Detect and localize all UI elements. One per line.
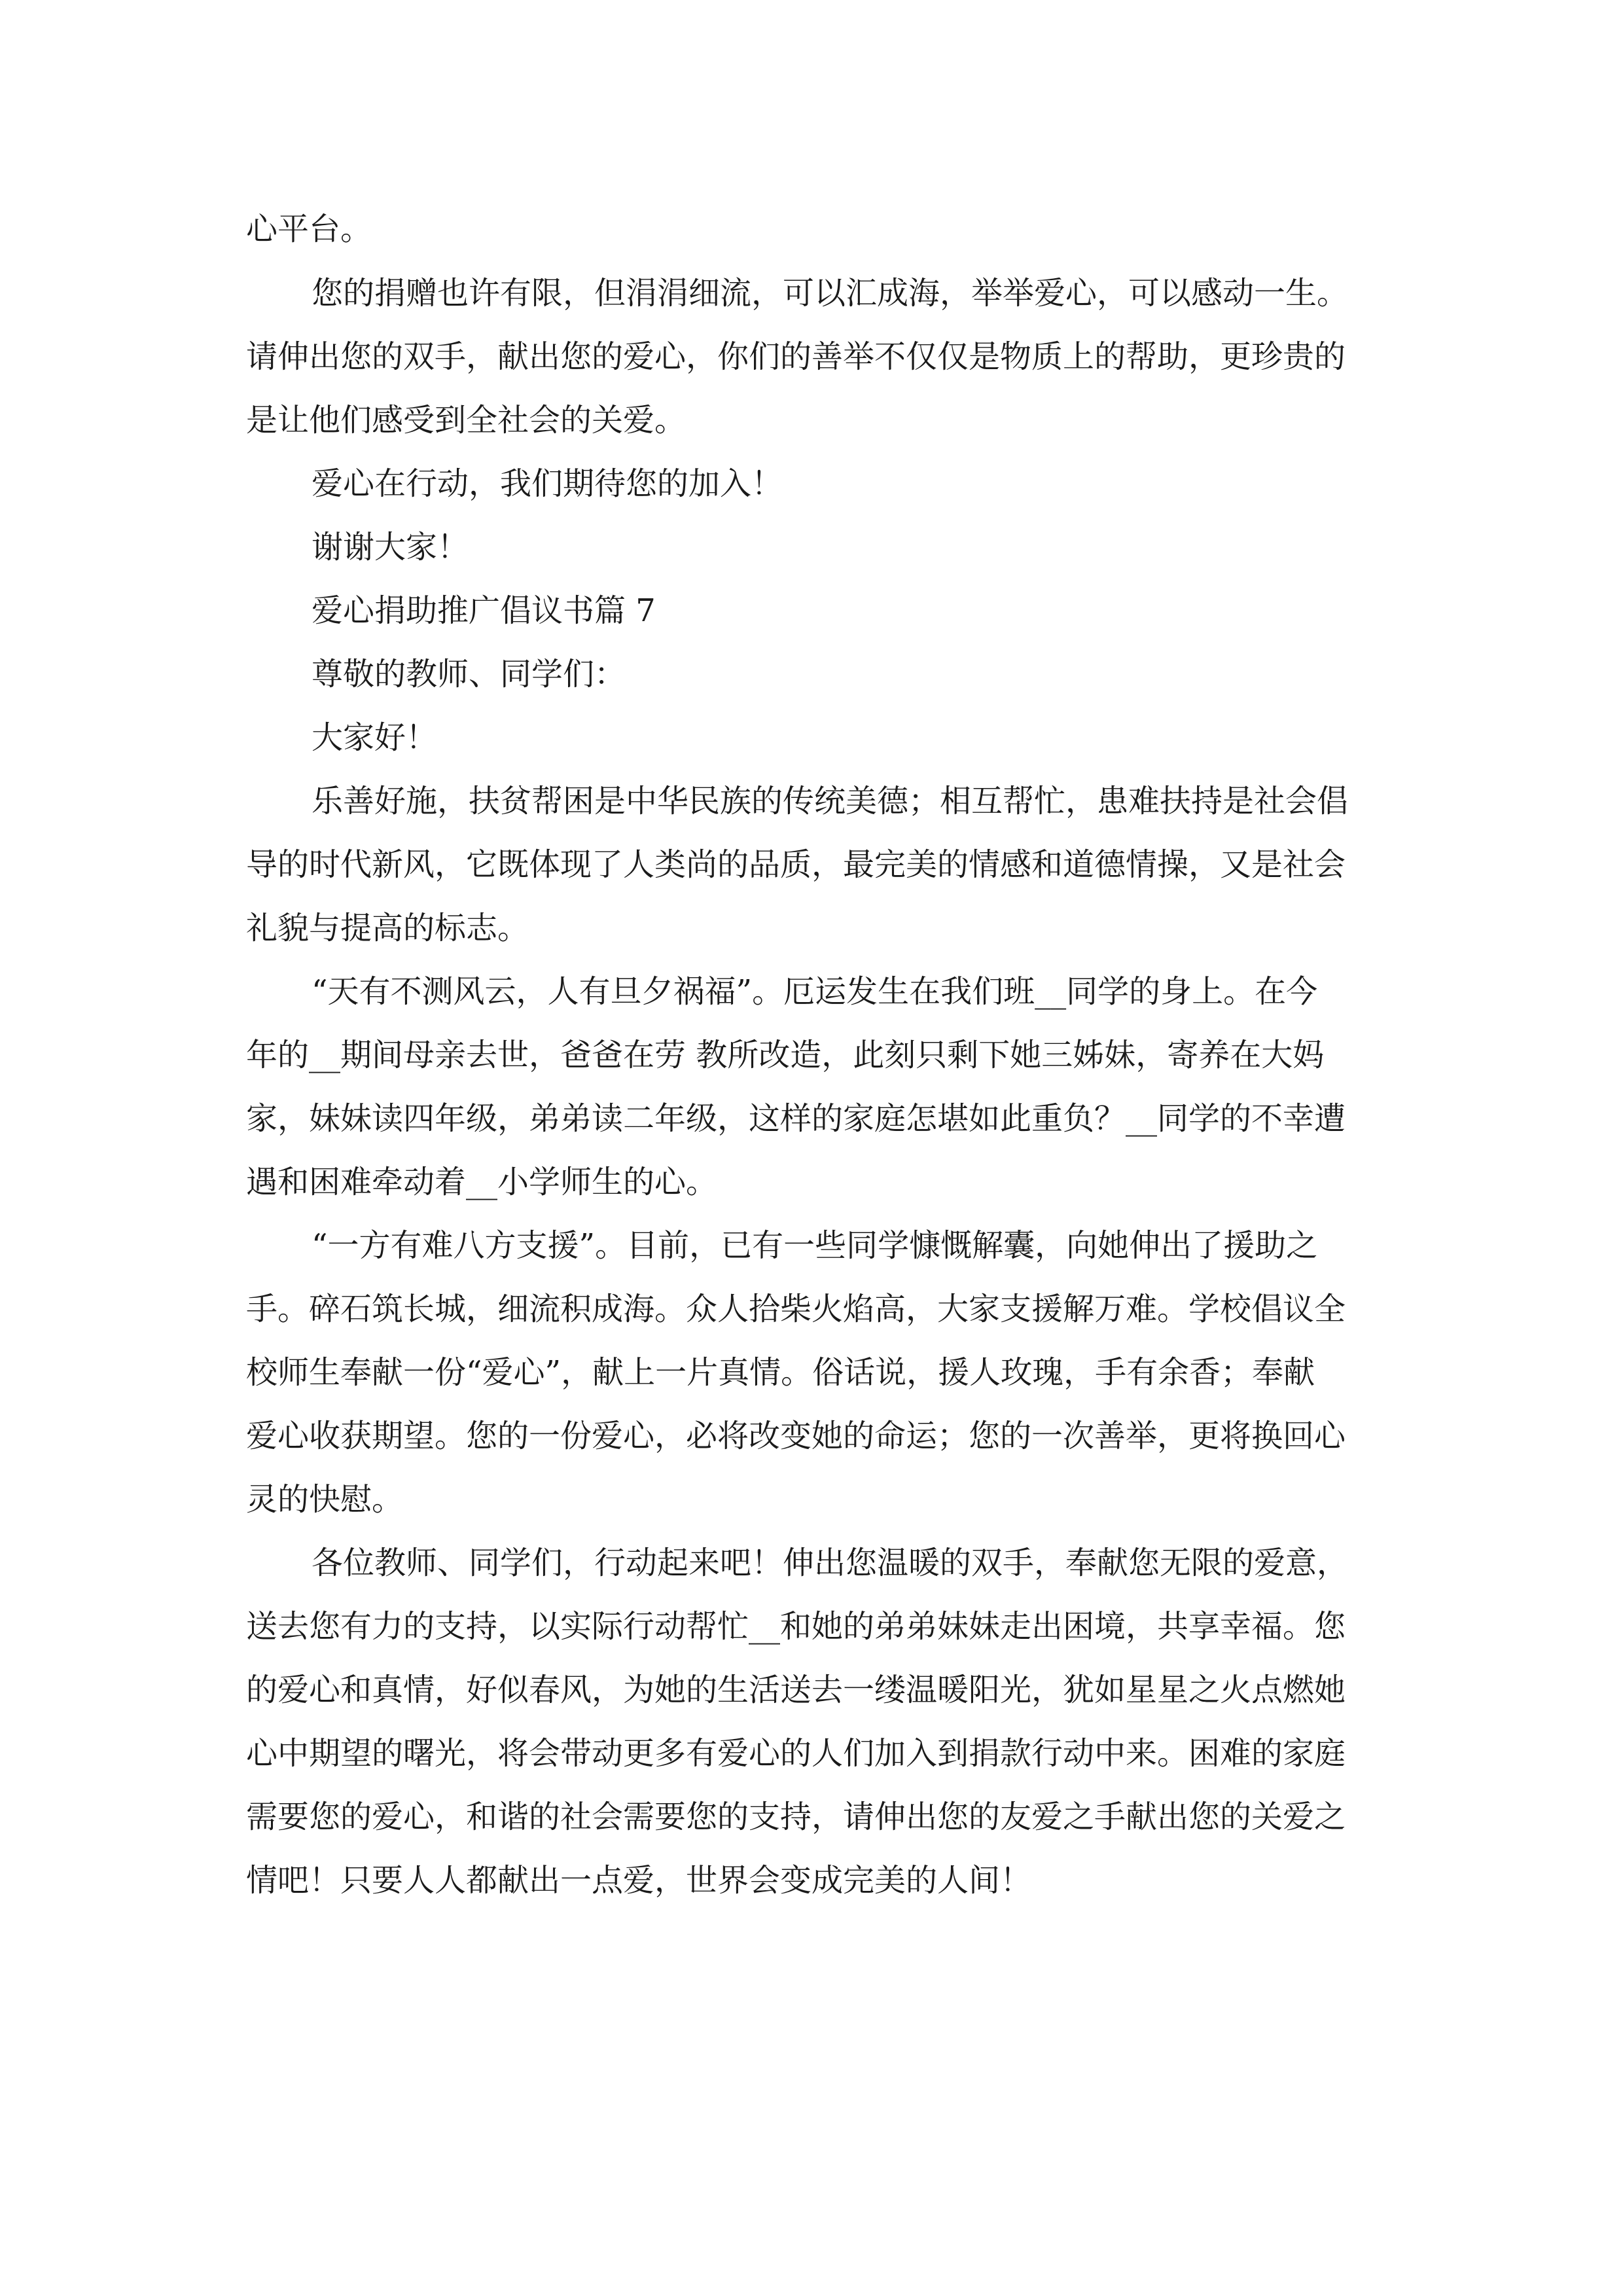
text-line: 心平台。 bbox=[246, 211, 372, 247]
text-line: 您的捐赠也许有限，但涓涓细流，可以汇成海，举举爱心，可以感动一生。 bbox=[312, 275, 1349, 312]
text-line: 爱心在行动，我们期待您的加入！ bbox=[312, 465, 783, 502]
greeting: 大家好！ bbox=[312, 719, 438, 756]
text-line: 年的__期间母亲去世，爸爸在劳 教所改造，此刻只剩下她三姊妹，寄养在大妈 bbox=[246, 1037, 1325, 1073]
text-line: 家，妹妹读四年级，弟弟读二年级，这样的家庭怎堪如此重负？__同学的不幸遭 bbox=[246, 1100, 1346, 1137]
text-line: “一方有难八方支援”。目前，已有一些同学慷慨解囊，向她伸出了援助之 bbox=[312, 1227, 1318, 1264]
text-line: 送去您有力的支持，以实际行动帮忙__和她的弟弟妹妹走出困境，共享幸福。您 bbox=[246, 1608, 1346, 1645]
text-line: 校师生奉献一份“爱心”，献上一片真情。俗话说，援人玫瑰，手有余香；奉献 bbox=[246, 1354, 1315, 1391]
text-line: 的爱心和真情，好似春风，为她的生活送去一缕温暖阳光，犹如星星之火点燃她 bbox=[246, 1672, 1346, 1708]
text-line: 手。碎石筑长城，细流积成海。众人拾柴火焰高，大家支援解万难。学校倡议全 bbox=[246, 1291, 1346, 1327]
text-line: 情吧！只要人人都献出一点爱，世界会变成完美的人间！ bbox=[246, 1862, 1032, 1899]
text-line: 是让他们感受到全社会的关爱。 bbox=[246, 402, 687, 439]
text-line: 爱心收获期望。您的一份爱心，必将改变她的命运；您的一次善举，更将换回心 bbox=[246, 1418, 1346, 1454]
text-line: 灵的快慰。 bbox=[246, 1481, 404, 1518]
salutation: 尊敬的教师、同学们： bbox=[312, 656, 626, 692]
text-line: 各位教师、同学们，行动起来吧！伸出您温暖的双手，奉献您无限的爱意， bbox=[312, 1545, 1349, 1581]
section-heading: 爱心捐助推广倡议书篇 7 bbox=[312, 592, 656, 629]
text-line: 谢谢大家！ bbox=[312, 529, 469, 565]
text-line: “天有不测风云，人有旦夕祸福”。厄运发生在我们班__同学的身上。在今 bbox=[312, 973, 1318, 1010]
text-line: 乐善好施，扶贫帮困是中华民族的传统美德；相互帮忙，患难扶持是社会倡 bbox=[312, 783, 1349, 819]
text-line: 礼貌与提高的标志。 bbox=[246, 910, 529, 946]
text-line: 遇和困难牵动着__小学师生的心。 bbox=[246, 1164, 718, 1200]
text-line: 心中期望的曙光，将会带动更多有爱心的人们加入到捐款行动中来。困难的家庭 bbox=[246, 1735, 1346, 1772]
text-line: 需要您的爱心，和谐的社会需要您的支持，请伸出您的友爱之手献出您的关爱之 bbox=[246, 1799, 1346, 1835]
text-line: 导的时代新风，它既体现了人类尚的品质，最完美的情感和道德情操，又是社会 bbox=[246, 846, 1346, 883]
text-line: 请伸出您的双手，献出您的爱心，你们的善举不仅仅是物质上的帮助，更珍贵的 bbox=[246, 338, 1346, 375]
